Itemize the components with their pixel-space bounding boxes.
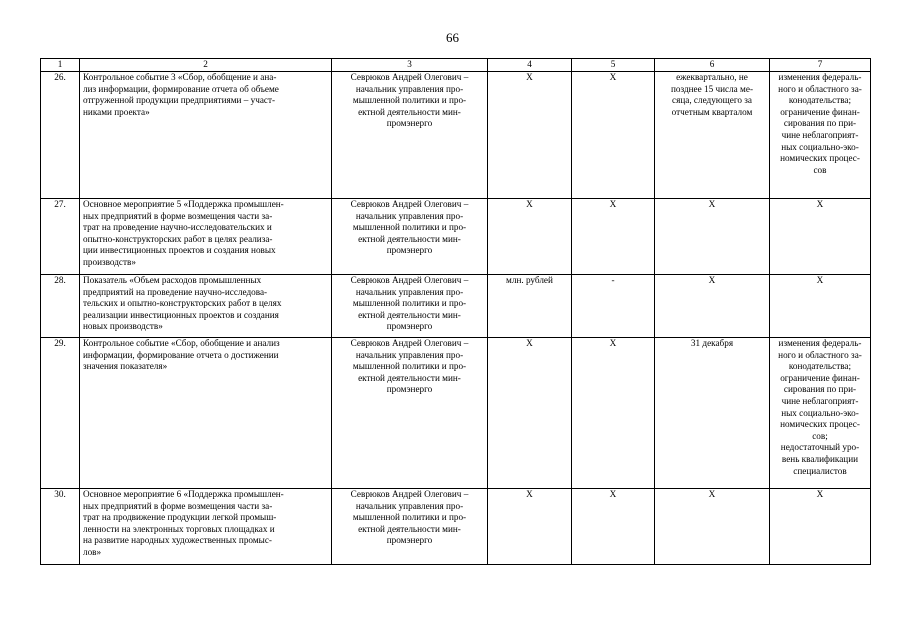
column-header: 6: [655, 59, 770, 72]
deadline-cell: X: [655, 489, 770, 565]
table-header-row: [41, 59, 871, 72]
unit-cell: млн. рублей: [488, 275, 572, 338]
row-number: 30.: [41, 489, 80, 565]
row-number: 29.: [41, 338, 80, 489]
risks-cell: X: [770, 275, 871, 338]
column-header: 1: [41, 59, 80, 72]
value-cell: X: [572, 199, 655, 275]
table-row: [41, 275, 871, 338]
unit-cell: X: [488, 489, 572, 565]
value-cell: X: [572, 489, 655, 565]
responsible-person: Севрюков Андрей Олегович – начальник управления про- мышленной политики и про- ектной деятельности мин- промэнерго: [332, 275, 488, 338]
event-description: Основное мероприятие 5 «Поддержка промышлен- ных предприятий в форме возмещения части за- трат на проведение научно-исследовательских и опытно-конструкторских работ в целях реализа- ции инвестиционных проектов и создания новых производств»: [80, 199, 332, 275]
document-table: [40, 58, 871, 565]
deadline-cell: ежеквартально, не позднее 15 числа ме- сяца, следующего за отчетным кварталом: [655, 72, 770, 199]
unit-cell: X: [488, 199, 572, 275]
event-description: Контрольное событие 3 «Сбор, обобщение и ана- лиз информации, формирование отчета об объеме отгруженной продукции предприятиями – участ- никами проекта»: [80, 72, 332, 199]
value-cell: X: [572, 338, 655, 489]
table-row: [41, 72, 871, 199]
deadline-cell: X: [655, 199, 770, 275]
responsible-person: Севрюков Андрей Олегович – начальник управления про- мышленной политики и про- ектной деятельности мин- промэнерго: [332, 199, 488, 275]
row-number: 27.: [41, 199, 80, 275]
deadline-cell: X: [655, 275, 770, 338]
risks-cell: X: [770, 199, 871, 275]
value-cell: X: [572, 72, 655, 199]
table-row: [41, 338, 871, 489]
column-header: 5: [572, 59, 655, 72]
responsible-person: Севрюков Андрей Олегович – начальник управления про- мышленной политики и про- ектной деятельности мин- промэнерго: [332, 338, 488, 489]
unit-cell: X: [488, 338, 572, 489]
row-number: 26.: [41, 72, 80, 199]
risks-cell: X: [770, 489, 871, 565]
column-header: 3: [332, 59, 488, 72]
column-header: 2: [80, 59, 332, 72]
row-number: 28.: [41, 275, 80, 338]
page-number: 66: [446, 30, 459, 45]
responsible-person: Севрюков Андрей Олегович – начальник управления про- мышленной политики и про- ектной деятельности мин- промэнерго: [332, 72, 488, 199]
column-header: 7: [770, 59, 871, 72]
deadline-cell: 31 декабря: [655, 338, 770, 489]
table-row: [41, 199, 871, 275]
value-cell: -: [572, 275, 655, 338]
table-row: [41, 489, 871, 565]
risks-cell: изменения федераль- ного и областного за- конодательства; ограничение финан- сирования по при- чине неблагоприят- ных социально-эко- номических процес- сов; недостаточный уро- вень квалификации специалистов: [770, 338, 871, 489]
event-description: Контрольное событие «Сбор, обобщение и анализ информации, формирование отчета о достижении значения показателя»: [80, 338, 332, 489]
column-header: 4: [488, 59, 572, 72]
risks-cell: изменения федераль- ного и областного за- конодательства; ограничение финан- сирования по при- чине неблагоприят- ных социально-эко- номических процес- сов: [770, 72, 871, 199]
unit-cell: X: [488, 72, 572, 199]
event-description: Основное мероприятие 6 «Поддержка промышлен- ных предприятий в форме возмещения части за- трат на продвижение продукции легкой промыш- ленности на электронных торговых площадках и на развитие народных художественных промыс- лов»: [80, 489, 332, 565]
responsible-person: Севрюков Андрей Олегович – начальник управления про- мышленной политики и про- ектной деятельности мин- промэнерго: [332, 489, 488, 565]
event-description: Показатель «Объем расходов промышленных предприятий на проведение научно-исследова- тельских и опытно-конструкторских работ в целях реализации инвестиционных проектов и создания новых производств»: [80, 275, 332, 338]
